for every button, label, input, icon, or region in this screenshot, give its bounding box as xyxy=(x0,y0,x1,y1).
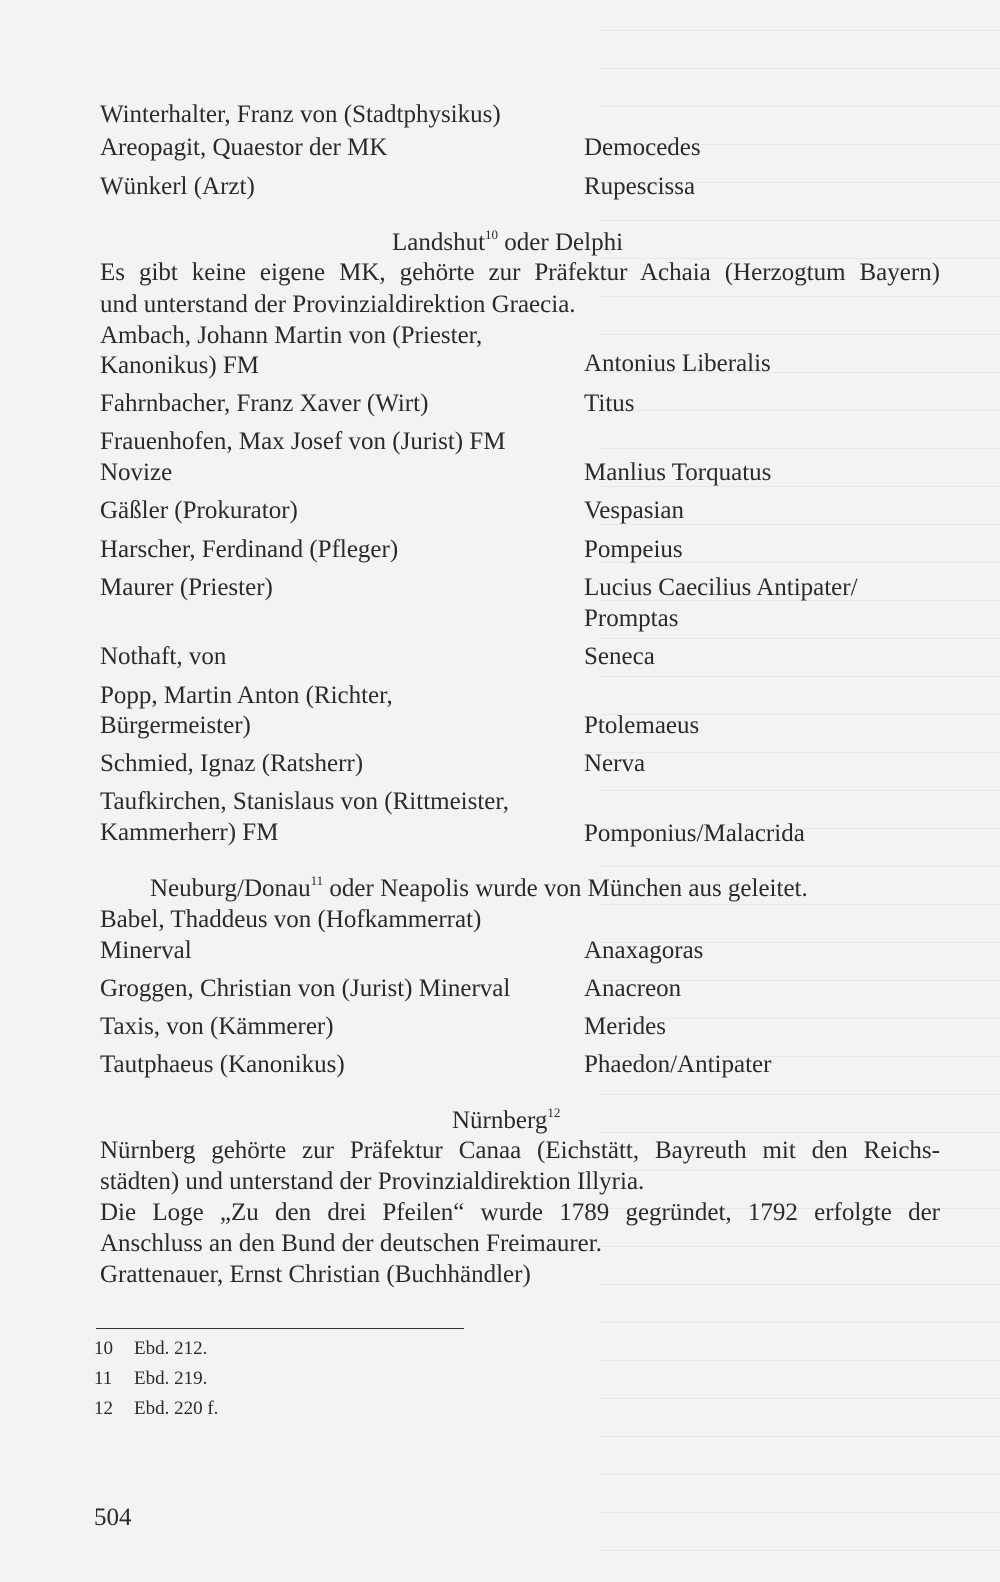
footnote-ref: 10 xyxy=(485,226,499,242)
entry-name: Nothaft, von xyxy=(100,643,227,670)
footnote: 10 Ebd. 212. xyxy=(94,1338,208,1359)
entry-alias: Ptolemaeus xyxy=(584,712,700,739)
entry-alias: Titus xyxy=(584,390,635,417)
footnote-ref: 12 xyxy=(547,1104,561,1120)
entry-name: Bürgermeister) xyxy=(100,712,251,739)
entry-name: Fahrnbacher, Franz Xaver (Wirt) xyxy=(100,390,429,417)
footnote: 12 Ebd. 220 f. xyxy=(94,1398,219,1419)
entry-name: Winterhalter, Franz von (Stadtphysikus) xyxy=(100,101,501,128)
paragraph-line: Die Loge „Zu den drei Pfeilen“ wurde 1789 gegründet, 1792 erfolgte der xyxy=(100,1199,940,1226)
entry-name: Harscher, Ferdinand (Pfleger) xyxy=(100,536,399,563)
entry-alias: Nerva xyxy=(584,750,646,777)
entry-alias: Anacreon xyxy=(584,975,682,1002)
entry-alias: Manlius Torquatus xyxy=(584,459,772,486)
entry-name: Babel, Thaddeus von (Hofkammerrat) xyxy=(100,906,482,933)
entry-name: Kammerherr) FM xyxy=(100,819,279,846)
paragraph-line: Nürnberg gehörte zur Präfektur Canaa (Eichstätt, Bayreuth mit den Reichs- xyxy=(100,1137,940,1164)
entry-alias: Phaedon/Antipater xyxy=(584,1051,772,1078)
entry-name: Minerval xyxy=(100,937,192,964)
entry-name: Taufkirchen, Stanislaus von (Rittmeister, xyxy=(100,788,509,815)
bleed-through-texture xyxy=(600,0,1000,1582)
entry-name: Wünkerl (Arzt) xyxy=(100,173,255,200)
entry-alias: Rupescissa xyxy=(584,173,696,200)
entry-name: Novize xyxy=(100,459,173,486)
entry-alias: Lucius Caecilius Antipater/ xyxy=(584,574,858,601)
entry-name: Tautphaeus (Kanonikus) xyxy=(100,1051,345,1078)
footnote-ref: 11 xyxy=(310,872,324,888)
section-intro: Es gibt keine eigene MK, gehörte zur Präfektur Achaia (Herzogtum Bayern) xyxy=(100,259,940,286)
entry-alias: Pomponius/Malacrida xyxy=(584,820,805,847)
entry-name: Popp, Martin Anton (Richter, xyxy=(100,682,393,709)
entry-name: Areopagit, Quaestor der MK xyxy=(100,134,388,161)
page-number: 504 xyxy=(94,1504,132,1531)
entry-name: Taxis, von (Kämmerer) xyxy=(100,1013,334,1040)
entry-name: Schmied, Ignaz (Ratsherr) xyxy=(100,750,364,777)
section-heading-nuernberg: Nürnberg$^{12}$ xyxy=(452,1104,561,1134)
entry-alias: Democedes xyxy=(584,134,701,161)
entry-name: Frauenhofen, Max Josef von (Jurist) FM xyxy=(100,428,506,455)
paragraph-line: Anschluss an den Bund der deutschen Freimaurer. xyxy=(100,1230,602,1257)
entry-alias: Merides xyxy=(584,1013,666,1040)
entry-alias: Pompeius xyxy=(584,536,683,563)
footnote-rule xyxy=(96,1328,464,1329)
entry-alias: Vespasian xyxy=(584,497,684,524)
entry-name: Maurer (Priester) xyxy=(100,574,273,601)
section-intro: und unterstand der Provinzialdirektion Graecia. xyxy=(100,291,576,318)
entry-alias: Anaxagoras xyxy=(584,937,704,964)
entry-name: Groggen, Christian von (Jurist) Minerval xyxy=(100,975,511,1002)
entry-name: Kanonikus) FM xyxy=(100,352,260,379)
entry-name: Gäßler (Prokurator) xyxy=(100,497,298,524)
entry-alias: Seneca xyxy=(584,643,655,670)
entry-alias: Antonius Liberalis xyxy=(584,350,771,377)
section-heading-neuburg: Neuburg/Donau$^{11}$ oder Neapolis wurde von München aus geleitet. xyxy=(150,872,808,902)
section-heading-landshut: Landshut$^{10}$ oder Delphi xyxy=(392,226,624,256)
entry-alias: Promptas xyxy=(584,605,679,632)
footnote: 11 Ebd. 219. xyxy=(94,1368,208,1389)
entry-name: Ambach, Johann Martin von (Priester, xyxy=(100,322,483,349)
paragraph-line: städten) und unterstand der Provinzialdirektion Illyria. xyxy=(100,1168,645,1195)
entry-name: Grattenauer, Ernst Christian (Buchhändler) xyxy=(100,1261,531,1288)
